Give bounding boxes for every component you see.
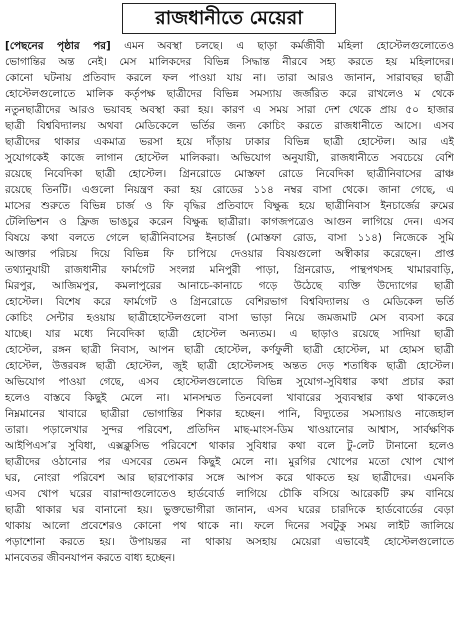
article-line: নিম্নমানের খাবারে ছাত্রীরা ভোগান্তির শিকার হচ্ছেন। পানি, বিদ্যুতের সমস্যায়ও নাজেহাল (5, 408, 454, 420)
first-line-text: এমন অবস্থা চলছে। এ ছাড়া কর্মজীবী মহিলা হোস্টেলগুলোতেও (110, 40, 454, 52)
article-line: হলেও বাস্তবে কিছুই মেলে না। মানসম্মত তিনবেলা খাবারের সুব্যবস্থার কথা থাকলেও (5, 392, 454, 404)
article-line: রয়েছে তিনটি। এগুলো নিয়ন্ত্রণ করা হয় রোডের ১১৪ নম্বর বাসা থেকে। জানা গেছে, এ (5, 184, 454, 196)
article-line: সুযোগকেই কাজে লাগান হোস্টেল মালিকরা। অভিযোগ অনুযায়ী, রাজধানীতে সবচেয়ে বেশি (5, 152, 454, 164)
article-line: হোস্টেল, রঙ্গন ছাত্রী নিবাস, আপন ছাত্রী হোস্টেল, কর্ণফুলী ছাত্রী হোস্টেল, মা হোমস ছাত্রী (5, 344, 454, 356)
article-line: যাচ্ছে। যার মধ্যে নিবেদিকা ছাত্রী হোস্টেল অন্যতম। এ ছাড়াও রয়েছে সাদিয়া ছাত্রী (5, 328, 454, 340)
article-line: ছাত্রী বিশ্ববিদ্যালয় অথবা মেডিকেলে ভর্তির জন্য কোচিং করতে রাজধানীতে আসে। এসব (5, 120, 454, 132)
article-line: ছাত্রীদের ওঠানোর পর এসবের তেমন কিছুই মেলে না। মুরগির খোপের মতো খোপ খোপ (5, 456, 454, 468)
article-line: টেলিভিশন ও ফ্রিজ ভাঙচুর করেন বিক্ষুব্ধ ছাত্রীরা। কাগজপত্রেও আগুন লাগিয়ে দেন। এসব (5, 216, 454, 228)
headline: রাজধানীতে মেয়েরা (155, 7, 303, 29)
article-line: ভোগান্তির অন্ত নেই। মেস মালিকদের বিভিন্ন সিদ্ধান্ত নীরবে সহ্য করতে হয় মহিলাদের। (5, 56, 454, 68)
article-line: থাকায় আলো প্রবেশেরও কোনো পথ থাকে না। ফলে দিনের সবটুকু সময় লাইট জালিয়ে (5, 520, 454, 532)
article-body (5, 38, 454, 628)
article-line: ছাত্রী থাকার ঘর বানানো হয়। ভুক্তভোগীরা জানান, এসব ঘরের চারদিকে হার্ডবোর্ডের বেড়া (5, 504, 454, 516)
headline-box (122, 3, 336, 34)
article-line: হোস্টেল। বিশেষ করে ফার্মগেট ও গ্রিনরোডে বেশিরভাগ বিশ্ববিদ্যালয় ও মেডিকেল ভর্তি (5, 296, 454, 308)
article-line: তারা। পড়ালেখার সুন্দর পরিবেশ, প্রতিদিন মাছ-মাংস-ডিম খাওয়ানোর আশ্বাস, সার্বক্ষণিক (5, 424, 454, 436)
article-line: হোস্টেল, উত্তরবঙ্গ ছাত্রী হোস্টেল, জুই ছাত্রী হোস্টেলসহ অন্তত দেড় শতাধিক ছাত্রী হোস্টেল। (5, 360, 454, 372)
article-line: অভিযোগ পাওয়া গেছে, এসব হোস্টেলগুলোতে বিভিন্ন সুযোগ-সুবিধার কথা প্রচার করা (5, 376, 454, 388)
article-line: মিরপুর, আজিমপুর, কমলাপুরের আনাচে-কানাচে গড়ে উঠেছে ব্যক্তি উদ্যোগের ছাত্রী (5, 280, 454, 292)
article-line: কোনো ঘটনায় প্রতিবাদ করলে ফল পাওয়া যায় না। তারা আরও জানান, সারাবছর ছাত্রী (5, 72, 454, 84)
article-line: ঘর, নোংরা পরিবেশ আর ছারপোকার সঙ্গে আপস করে থাকতে হয় ছাত্রীদের। এমনকি (5, 472, 454, 484)
article-line: মাসের শুরুতে বিভিন্ন চার্জ ও ফি বৃদ্ধির প্রতিবাদে বিক্ষুব্ধ হয়ে ছাত্রীনিবাস ইনচার্জের রুমের (5, 200, 454, 212)
article-line: কোচিং সেন্টার হওয়ায় ছাত্রীহোস্টেলগুলো বাসা ভাড়া নিয়ে জমজমাট মেস ব্যবসা করে (5, 312, 454, 324)
article-line: তথ্যানুযায়ী রাজধানীর ফার্মগেট সংলগ্ন মনিপুরী পাড়া, গ্রিনরোড, পান্থপথসহ খামারবাড়ি, (5, 264, 454, 276)
article-line: বিষয়ে কথা বলতে গেলে ছাত্রীনিবাসের ইনচার্জ (মোস্তফা রোড, বাসা ১১৪) নিজেকে সুমি (5, 232, 454, 244)
article-line: পড়াশোনা করতে হয়। উপায়ন্তর না থাকায় অসহায় মেয়েরা এভাবেই হোস্টেলগুলোতে (5, 536, 454, 548)
article-line: এসব খোপ ঘরের বারান্দাগুলোতেও হার্ডবোর্ড লাগিয়ে চৌকি বসিয়ে আরেকটি রুম বানিয়ে (5, 488, 454, 500)
article-line: রয়েছে নিবেদিকা ছাত্রী হোস্টেল। গ্রিনরোডে মোস্তফা রোডে নিবেদিকা ছাত্রীনিবাসের ব্রাঞ্চ (5, 168, 454, 180)
article-line: নতুনছাত্রীদের আরও ভয়াবহ অবস্থা করা হয়। কারণ এ সময় সারা দেশ থেকে প্রায় ৫০ হাজার (5, 104, 454, 116)
article-line-last: মানবেতর জীবনযাপন করতে বাধ্য হচ্ছেন। (5, 552, 176, 564)
article-line: ছাত্রীদের থাকার একমাত্র ভরসা হয়ে দাঁড়ায় ঢাকার বিভিন্ন ছাত্রী হোস্টেল। আর এই (5, 136, 454, 148)
article-line: আক্তার পরিচয় দিয়ে বিভিন্ন ফি চাপিয়ে দেওয়ার বিষয়গুলো অস্বীকার করেছেন। প্রাপ্ত (5, 248, 454, 260)
article-line-first (5, 38, 454, 54)
continued-from-marker: [পেছনের পৃষ্ঠার পর] (5, 40, 111, 52)
article-line: আইপিএস’র সুবিধা, এক্সক্লুসিভ পরিবেশে থাকার সুবিধার কথা বলে টু-লেট টানানো হলেও (5, 440, 454, 452)
article-line: হোস্টেলগুলোতে মালিক কর্তৃপক্ষ ছাত্রীদের বিভিন্ন সমস্যায় জর্জরিত করে রাখলেও ম থেকে (5, 88, 454, 100)
